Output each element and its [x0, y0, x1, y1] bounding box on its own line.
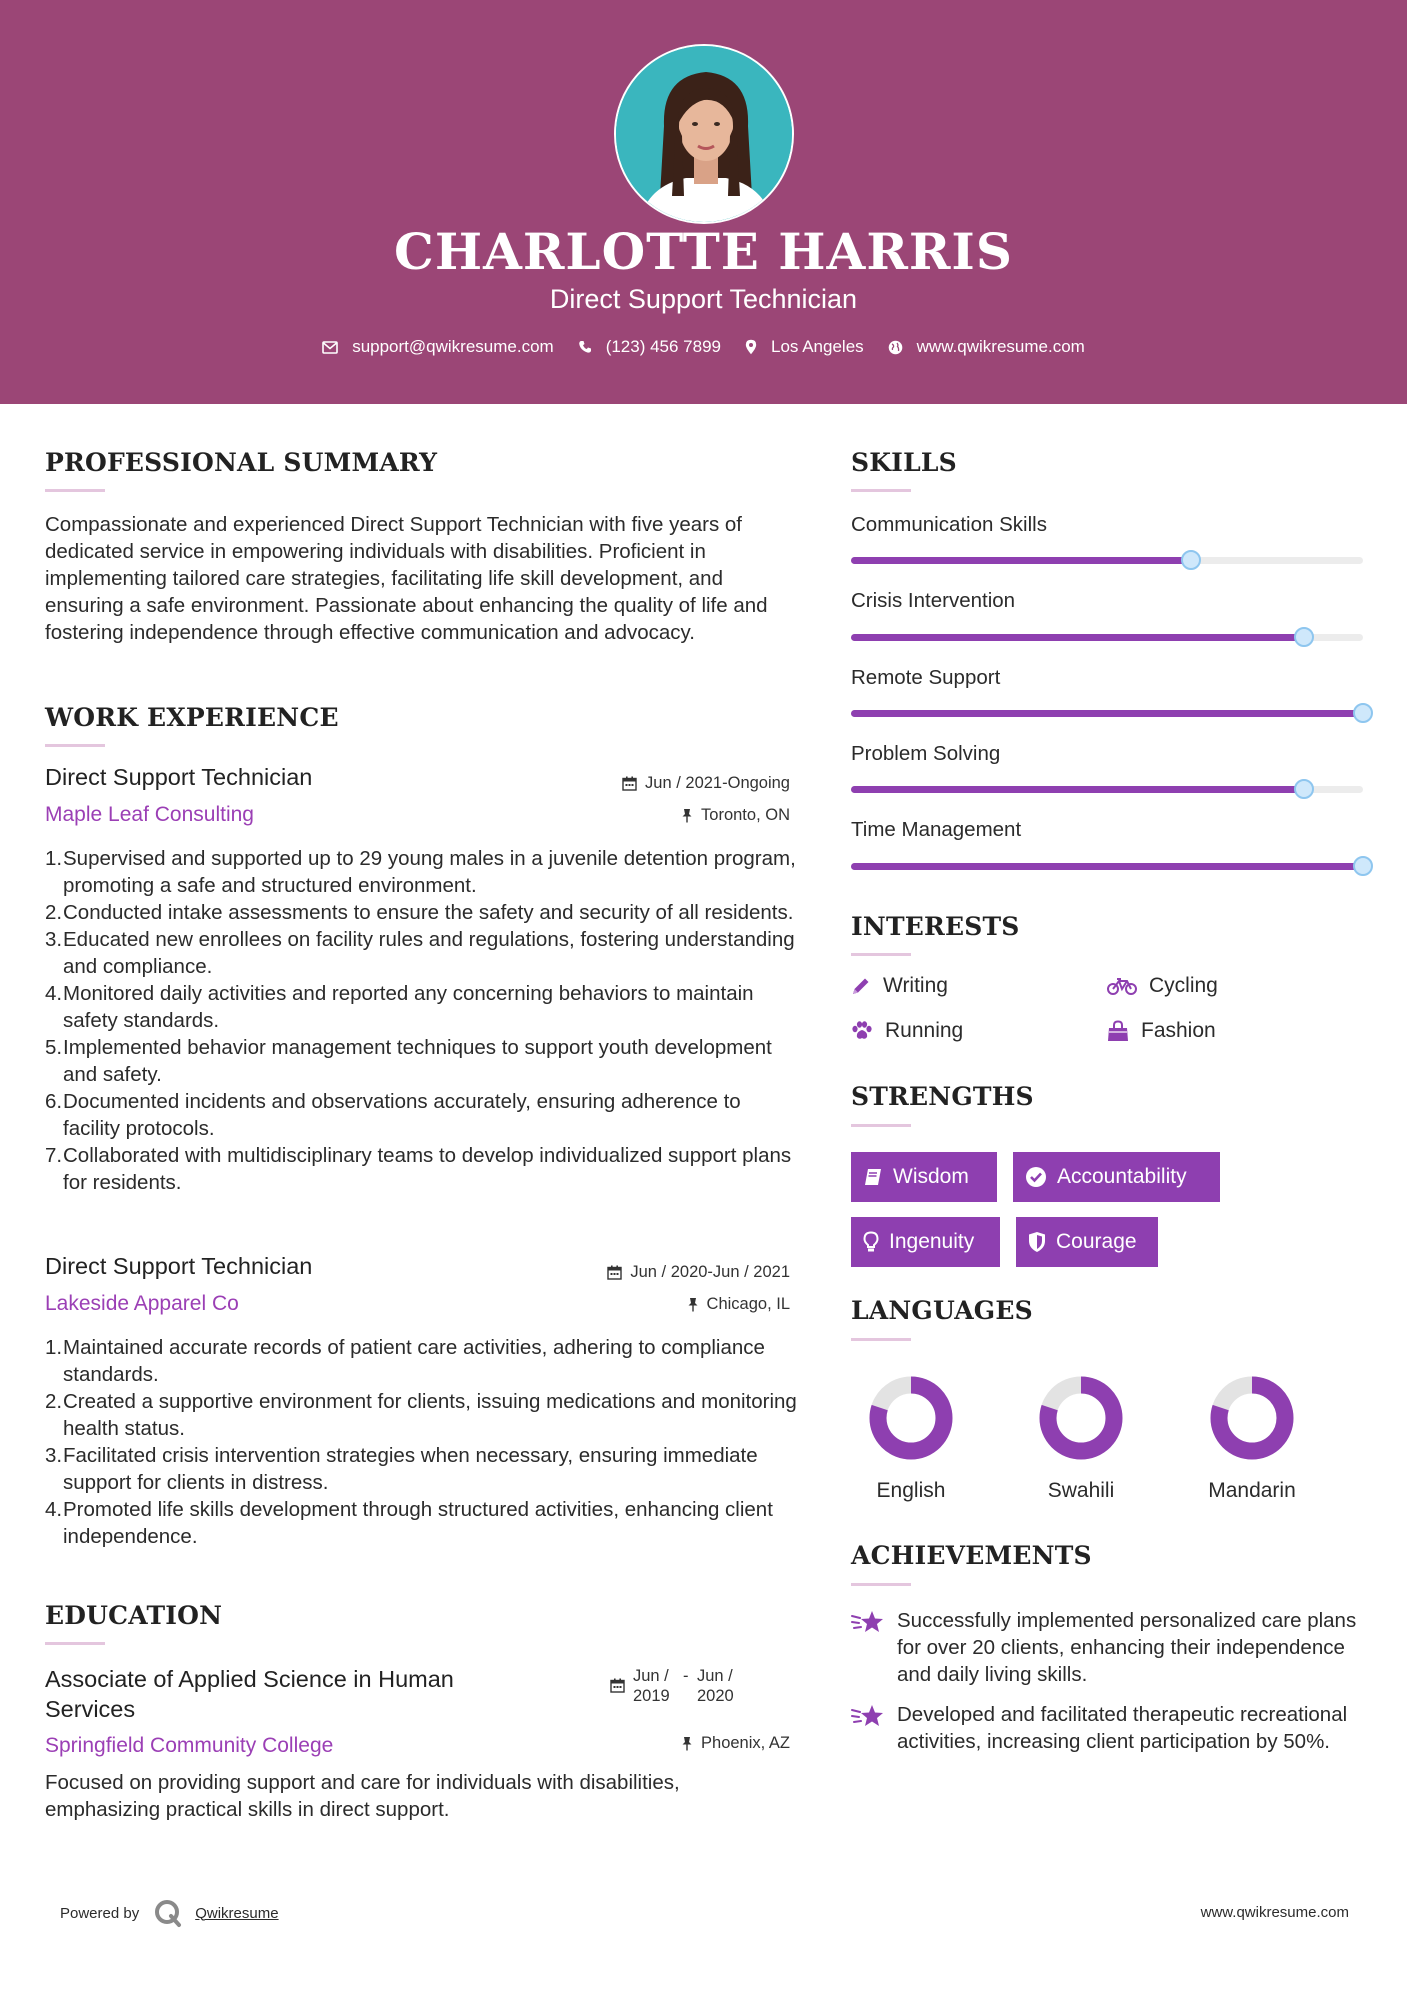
globe-icon [888, 340, 903, 355]
skill-label: Time Management [851, 818, 1022, 841]
degree-title: Associate of Applied Science in Human Services [45, 1666, 454, 1722]
skill-label: Problem Solving [851, 742, 1001, 765]
interest-label: Cycling [1149, 974, 1218, 997]
language-label: English [876, 1479, 946, 1502]
contact-bar [0, 337, 1407, 357]
skills-heading: SKILLS [851, 448, 957, 477]
date-separator: - [683, 1667, 689, 1685]
contact-website[interactable] [888, 337, 1085, 357]
job-dates [500, 1263, 790, 1282]
interest-label: Running [885, 1019, 964, 1042]
person-avatar-icon [616, 46, 794, 224]
skill-bar [851, 634, 1363, 641]
envelope-icon [322, 341, 338, 354]
skill-bar-knob [1353, 856, 1373, 876]
interest-item [1107, 1019, 1216, 1043]
calendar-icon [610, 1678, 625, 1693]
skill-label: Communication Skills [851, 513, 1047, 536]
shooting-star-icon [851, 1703, 885, 1729]
education-description: Focused on providing support and care for individuals with disabilities, emphasizing practical skills in direct support. [45, 1771, 680, 1821]
section-divider [851, 1338, 911, 1341]
strength-badge [1016, 1217, 1158, 1267]
website-text: www.qwikresume.com [916, 337, 1085, 356]
section-divider [45, 744, 105, 747]
job-dates-text: Jun / 2021-Ongoing [645, 774, 790, 792]
contact-location [745, 337, 864, 357]
footer-website[interactable]: www.qwikresume.com [1200, 1904, 1349, 1921]
list-item: 1. Supervised and supported up to 29 young males in a juvenile detention program, promoting a safe and structured environment. [45, 847, 796, 897]
strengths-heading: STRENGTHS [851, 1082, 1034, 1111]
skill-bar [851, 710, 1363, 717]
qwikresume-logo-icon [153, 1898, 183, 1928]
section-divider [851, 953, 911, 956]
shopping-bag-icon [1107, 1020, 1129, 1042]
skill-bar-knob [1353, 703, 1373, 723]
brand-link[interactable]: Qwikresume [195, 1904, 279, 1922]
skill-bar-fill [851, 710, 1363, 717]
skill-bar-fill [851, 557, 1191, 564]
footer-powered-by [60, 1898, 279, 1928]
contact-phone[interactable] [578, 337, 721, 357]
achievements-heading: ACHIEVEMENTS [851, 1541, 1092, 1570]
list-item: 4. Monitored daily activities and reported any concerning behaviors to maintain safety standards. [45, 982, 754, 1032]
strength-badge [851, 1217, 1000, 1267]
pushpin-icon [681, 1736, 693, 1751]
section-divider [851, 1583, 911, 1586]
strength-label: Wisdom [893, 1165, 969, 1188]
pencil-icon [851, 976, 871, 996]
language-level-donut [1209, 1375, 1295, 1461]
resume-header [0, 0, 1407, 404]
calendar-icon [607, 1265, 622, 1280]
strength-badge [1013, 1152, 1220, 1202]
list-item: 6. Documented incidents and observations accurately, ensuring adherence to facility protocols. [45, 1090, 741, 1140]
achievement-item [851, 1701, 1371, 1755]
powered-by-text: Powered by [60, 1904, 140, 1922]
company-name: Lakeside Apparel Co [45, 1292, 239, 1315]
list-item: 2. Conducted intake assessments to ensure the safety and security of all residents. [45, 901, 794, 924]
list-item: 7. Collaborated with multidisciplinary teams to develop individualized support plans for residents. [45, 1144, 792, 1194]
job-location-text: Chicago, IL [706, 1295, 790, 1313]
list-item: 4. Promoted life skills development through structured activities, enhancing client independence. [45, 1498, 773, 1548]
achievement-text: Developed and facilitated therapeutic recreational activities, increasing client participation by 50%. [897, 1703, 1348, 1753]
education-location-text: Phoenix, AZ [701, 1734, 790, 1752]
achievement-text: Successfully implemented personalized care plans for over 20 clients, enhancing their independence and daily living skills. [897, 1609, 1357, 1686]
interest-item [851, 1019, 963, 1043]
skill-bar-fill [851, 786, 1304, 793]
experience-heading: WORK EXPERIENCE [45, 703, 339, 732]
email-text: support@qwikresume.com [352, 337, 554, 356]
job-location-text: Toronto, ON [701, 806, 790, 824]
achievement-item [851, 1607, 1371, 1688]
skill-bar [851, 557, 1363, 564]
list-item: 1. Maintained accurate records of patient care activities, adhering to compliance standards. [45, 1336, 765, 1386]
language-level-donut [868, 1375, 954, 1461]
list-item: 3. Facilitated crisis intervention strategies when necessary, ensuring immediate support for clients in distress. [45, 1444, 758, 1494]
strength-label: Courage [1056, 1230, 1137, 1253]
job-title: Direct Support Technician [45, 764, 313, 790]
education-end: Jun / 2020 [697, 1667, 734, 1705]
profile-photo [614, 44, 794, 224]
pushpin-icon [687, 1297, 699, 1312]
skill-bar-knob [1294, 779, 1314, 799]
skill-bar [851, 786, 1363, 793]
job-location [500, 1295, 790, 1314]
skill-bar-knob [1181, 550, 1201, 570]
job-dates [500, 774, 790, 793]
language-level-donut [1038, 1375, 1124, 1461]
candidate-title: Direct Support Technician [549, 284, 858, 314]
interest-label: Writing [883, 974, 948, 997]
education-heading: EDUCATION [45, 1601, 223, 1630]
school-name: Springfield Community College [45, 1734, 334, 1757]
job-bullets [45, 1334, 800, 1550]
education-start: Jun / 2019 [633, 1667, 670, 1705]
skill-bar-fill [851, 863, 1363, 870]
job-title: Direct Support Technician [45, 1253, 313, 1279]
candidate-name: CHARLOTTE HARRIS [394, 222, 1013, 281]
interest-item [1107, 974, 1218, 998]
map-pin-icon [745, 339, 757, 355]
skill-label: Crisis Intervention [851, 589, 1016, 612]
skill-label: Remote Support [851, 666, 1001, 689]
list-item: 3. Educated new enrollees on facility rules and regulations, fostering understanding and compliance. [45, 928, 795, 978]
list-item: 5. Implemented behavior management techniques to support youth development and safety. [45, 1036, 772, 1086]
job-location [500, 806, 790, 825]
skill-bar-knob [1294, 627, 1314, 647]
shooting-star-icon [851, 1609, 885, 1635]
book-icon [863, 1167, 883, 1187]
job-bullets [45, 845, 800, 1196]
interest-item [851, 974, 948, 998]
lightbulb-icon [863, 1231, 879, 1253]
phone-icon [578, 340, 592, 354]
section-divider [45, 1642, 105, 1645]
list-item: 2. Created a supportive environment for clients, issuing medications and monitoring health status. [45, 1390, 797, 1440]
language-label: Mandarin [1208, 1479, 1296, 1502]
summary-heading: PROFESSIONAL SUMMARY [45, 448, 438, 477]
skill-bar-fill [851, 634, 1304, 641]
section-divider [851, 1124, 911, 1127]
interests-heading: INTERESTS [851, 912, 1020, 941]
check-circle-icon [1025, 1166, 1047, 1188]
skill-bar [851, 863, 1363, 870]
location-text: Los Angeles [771, 337, 864, 356]
education-location [500, 1734, 790, 1753]
section-divider [851, 489, 911, 492]
strength-label: Ingenuity [889, 1230, 975, 1253]
language-label: Swahili [1047, 1479, 1115, 1502]
calendar-icon [622, 776, 637, 791]
strength-label: Accountability [1057, 1165, 1187, 1188]
shield-icon [1028, 1231, 1046, 1253]
education-dates [610, 1666, 743, 1706]
pushpin-icon [681, 808, 693, 823]
languages-heading: LANGUAGES [851, 1296, 1033, 1325]
job-dates-text: Jun / 2020-Jun / 2021 [630, 1263, 790, 1281]
strength-badge [851, 1152, 997, 1202]
bicycle-icon [1107, 977, 1137, 995]
phone-text: (123) 456 7899 [605, 337, 722, 356]
paw-icon [851, 1021, 873, 1041]
interest-label: Fashion [1141, 1019, 1216, 1042]
contact-email[interactable] [322, 337, 554, 357]
summary-text: Compassionate and experienced Direct Support Technician with five years of dedicated service in empowering individuals with disabilities. Proficient in implementing tailored care strategies, facilitating life skill development, and ensuring a safe environment. Passionate about enhancing the quality of life and fostering independence through effective communication and advocacy. [45, 513, 768, 644]
company-name: Maple Leaf Consulting [45, 803, 254, 826]
section-divider [45, 489, 105, 492]
